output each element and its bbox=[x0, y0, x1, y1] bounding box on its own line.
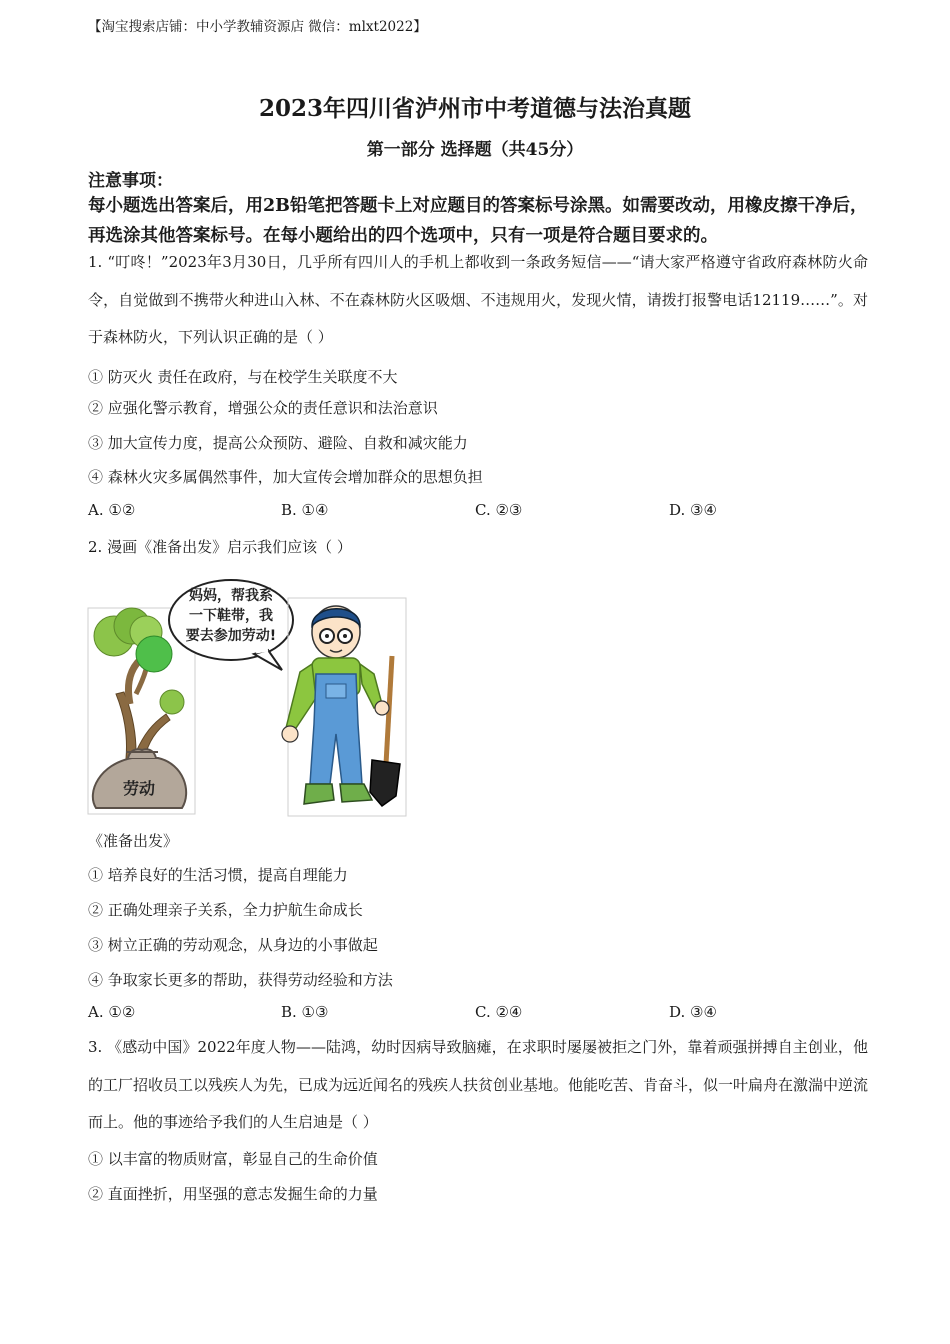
q1-option-d[interactable]: D. ③④ bbox=[669, 501, 717, 519]
q1-stem: 1. “叮咚！”2023年3月30日，几乎所有四川人的手机上都收到一条政务短信——“请大家严格遵守省政府森林防火命令，自觉做到不携带火种进山入林、不在森林防火区吸烟、不违规用火，发现火情，请拨打报警电话12119……”。对于森林防火，下列认识正确的是（ ） bbox=[88, 253, 868, 346]
q1-item-3: ③ 加大宣传力度，提高公众预防、避险、自救和减灾能力 bbox=[88, 434, 468, 452]
q1-item-4: ④ 森林火灾多属偶然事件，加大宣传会增加群众的思想负担 bbox=[88, 468, 483, 486]
sack-label: 劳动 bbox=[122, 779, 156, 798]
q2-item-3: ③ 树立正确的劳动观念，从身边的小事做起 bbox=[88, 936, 378, 954]
q2-stem: 2. 漫画《准备出发》启示我们应该（ ） bbox=[88, 538, 352, 556]
speech-bubble bbox=[169, 580, 293, 670]
bubble-line-1: 妈妈，帮我系 bbox=[189, 588, 273, 604]
boy-with-shovel-drawing bbox=[282, 606, 400, 806]
notice-heading: 注意事项： bbox=[88, 171, 173, 191]
comic-illustration bbox=[86, 574, 408, 818]
labor-sack-drawing bbox=[93, 749, 186, 808]
q2-option-a[interactable]: A. ①② bbox=[88, 1003, 136, 1021]
bubble-line-2: 一下鞋带，我 bbox=[189, 608, 273, 624]
q3-item-2: ② 直面挫折，用坚强的意志发掘生命的力量 bbox=[88, 1185, 378, 1203]
q1-option-a[interactable]: A. ①② bbox=[88, 501, 136, 519]
page-title: 2023年四川省泸州市中考道德与法治真题 bbox=[258, 95, 691, 122]
section-subtitle: 第一部分 选择题（共45分） bbox=[366, 140, 584, 160]
header-note: 【淘宝搜索店铺：中小学教辅资源店 微信：mlxt2022】 bbox=[88, 19, 427, 35]
q2-item-2: ② 正确处理亲子关系，全力护航生命成长 bbox=[88, 901, 363, 919]
notice-body: 每小题选出答案后，用2B铅笔把答题卡上对应题目的答案标号涂黑。如需要改动，用橡皮擦干净后，再选涂其他答案标号。在每小题给出的四个选项中，只有一项是符合题目要求的。 bbox=[88, 196, 868, 246]
q1-option-c[interactable]: C. ②③ bbox=[475, 501, 523, 519]
q2-option-b[interactable]: B. ①③ bbox=[281, 1003, 329, 1021]
q1-item-2: ② 应强化警示教育，增强公众的责任意识和法治意识 bbox=[88, 399, 438, 417]
q3-stem: 3. 《感动中国》2022年度人物——陆鸿，幼时因病导致脑瘫，在求职时屡屡被拒之门外，靠着顽强拼搏自主创业，他的工厂招收员工以残疾人为先，已成为远近闻名的残疾人扶贫创业基地。他能吃苦、肯奋斗，似一叶扁舟在激湍中逆流而上。他的事迹给予我们的人生启迪是（ ） bbox=[88, 1038, 869, 1131]
q2-item-4: ④ 争取家长更多的帮助，获得劳动经验和方法 bbox=[88, 971, 393, 989]
q2-item-1: ① 培养良好的生活习惯，提高自理能力 bbox=[88, 866, 348, 884]
q1-item-1: ① 防灭火 责任在政府，与在校学生关联度不大 bbox=[88, 368, 398, 386]
bubble-line-3: 要去参加劳动! bbox=[185, 628, 277, 644]
q3-item-1: ① 以丰富的物质财富，彰显自己的生命价值 bbox=[88, 1150, 378, 1168]
comic-caption: 《准备出发》 bbox=[88, 832, 179, 850]
q2-option-d[interactable]: D. ③④ bbox=[669, 1003, 717, 1021]
q2-option-c[interactable]: C. ②④ bbox=[475, 1003, 523, 1021]
q1-option-b[interactable]: B. ①④ bbox=[281, 501, 329, 519]
